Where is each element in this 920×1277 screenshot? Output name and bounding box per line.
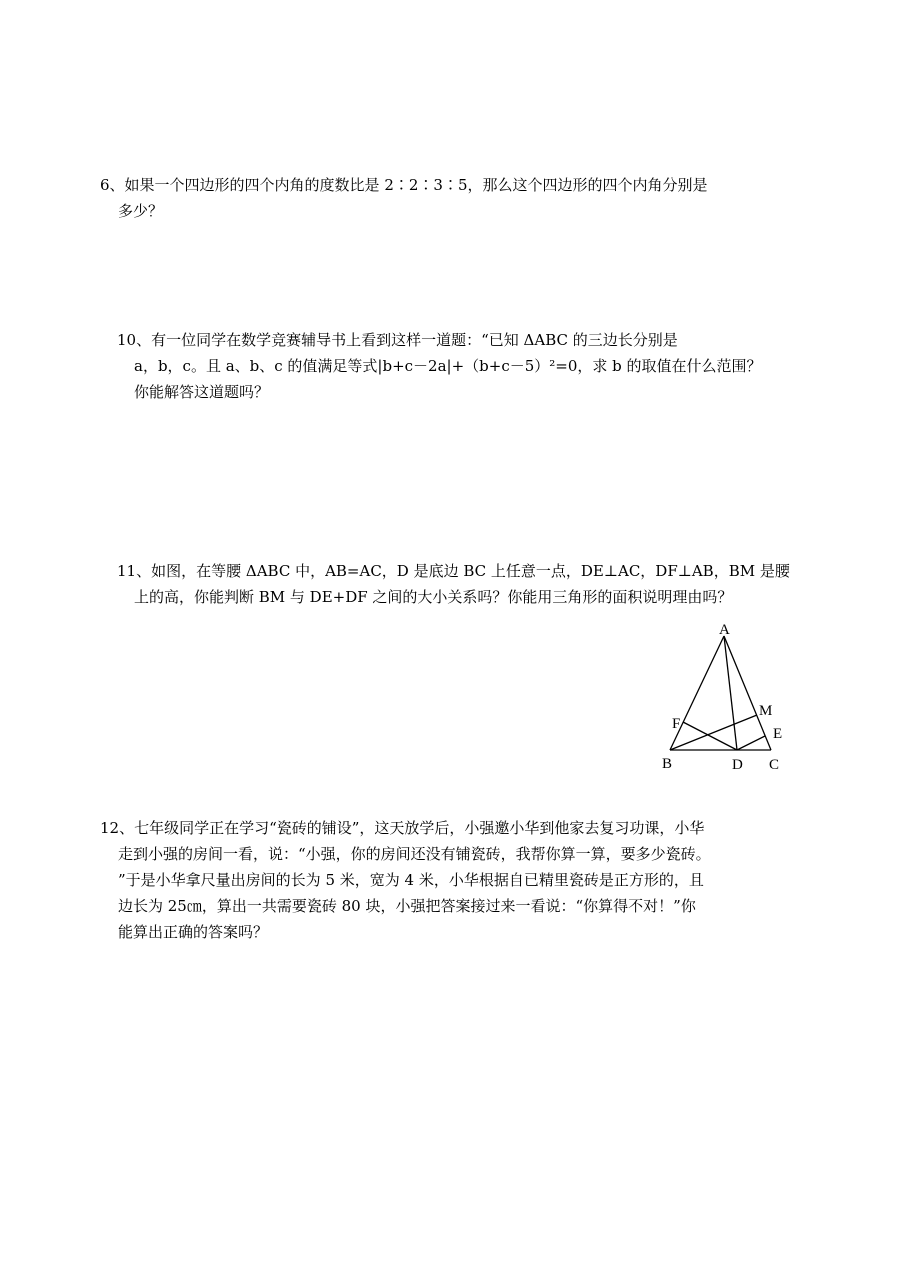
segment-bm <box>670 715 757 750</box>
q10-line-1: 10、有一位同学在数学竞赛辅导书上看到这样一道题：“已知 ΔABC 的三边长分别是 <box>117 331 678 349</box>
segment-ab <box>670 636 724 750</box>
q11-line-1: 11、如图，在等腰 ΔABC 中，AB=AC，D 是底边 BC 上任意一点，DE⊥AC，DF⊥AB，BM 是腰 <box>117 562 790 580</box>
q12-line-1: 12、七年级同学正在学习“瓷砖的铺设”，这天放学后，小强邀小华到他家去复习功课，小华 <box>100 819 705 837</box>
label-d: D <box>732 757 743 773</box>
label-a: A <box>719 622 730 638</box>
label-m: M <box>759 703 773 719</box>
label-b: B <box>662 756 673 772</box>
q11-line-2: 上的高，你能判断 BM 与 DE+DF 之间的大小关系吗？你能用三角形的面积说明理由吗？ <box>134 588 733 606</box>
label-f: F <box>672 716 681 732</box>
q12-line-5: 能算出正确的答案吗？ <box>118 923 269 941</box>
segment-de <box>737 736 765 750</box>
label-c: C <box>769 757 780 773</box>
label-e: E <box>773 726 783 742</box>
q10-line-2: a，b，c。且 a、b、c 的值满足等式|b+c－2a|+（b+c－5）²=0，求 b 的取值在什么范围？ <box>134 357 762 375</box>
q6-line-2: 多少？ <box>118 202 164 220</box>
q12-line-4: 边长为 25㎝，算出一共需要瓷砖 80 块，小强把答案接过来一看说：“你算得不对！”你 <box>118 897 696 915</box>
q12-line-3: ”于是小华拿尺量出房间的长为 5 米，宽为 4 米，小华根据自已精里瓷砖是正方形的，且 <box>118 871 704 889</box>
q12-line-2: 走到小强的房间一看，说：“小强，你的房间还没有铺瓷砖，我帮你算一算，要多少瓷砖。 <box>118 845 711 863</box>
q6-line-1: 6、如果一个四边形的四个内角的度数比是 2∶2∶3∶5，那么这个四边形的四个内角分别是 <box>100 176 708 194</box>
q10-line-3: 你能解答这道题吗？ <box>134 383 270 401</box>
